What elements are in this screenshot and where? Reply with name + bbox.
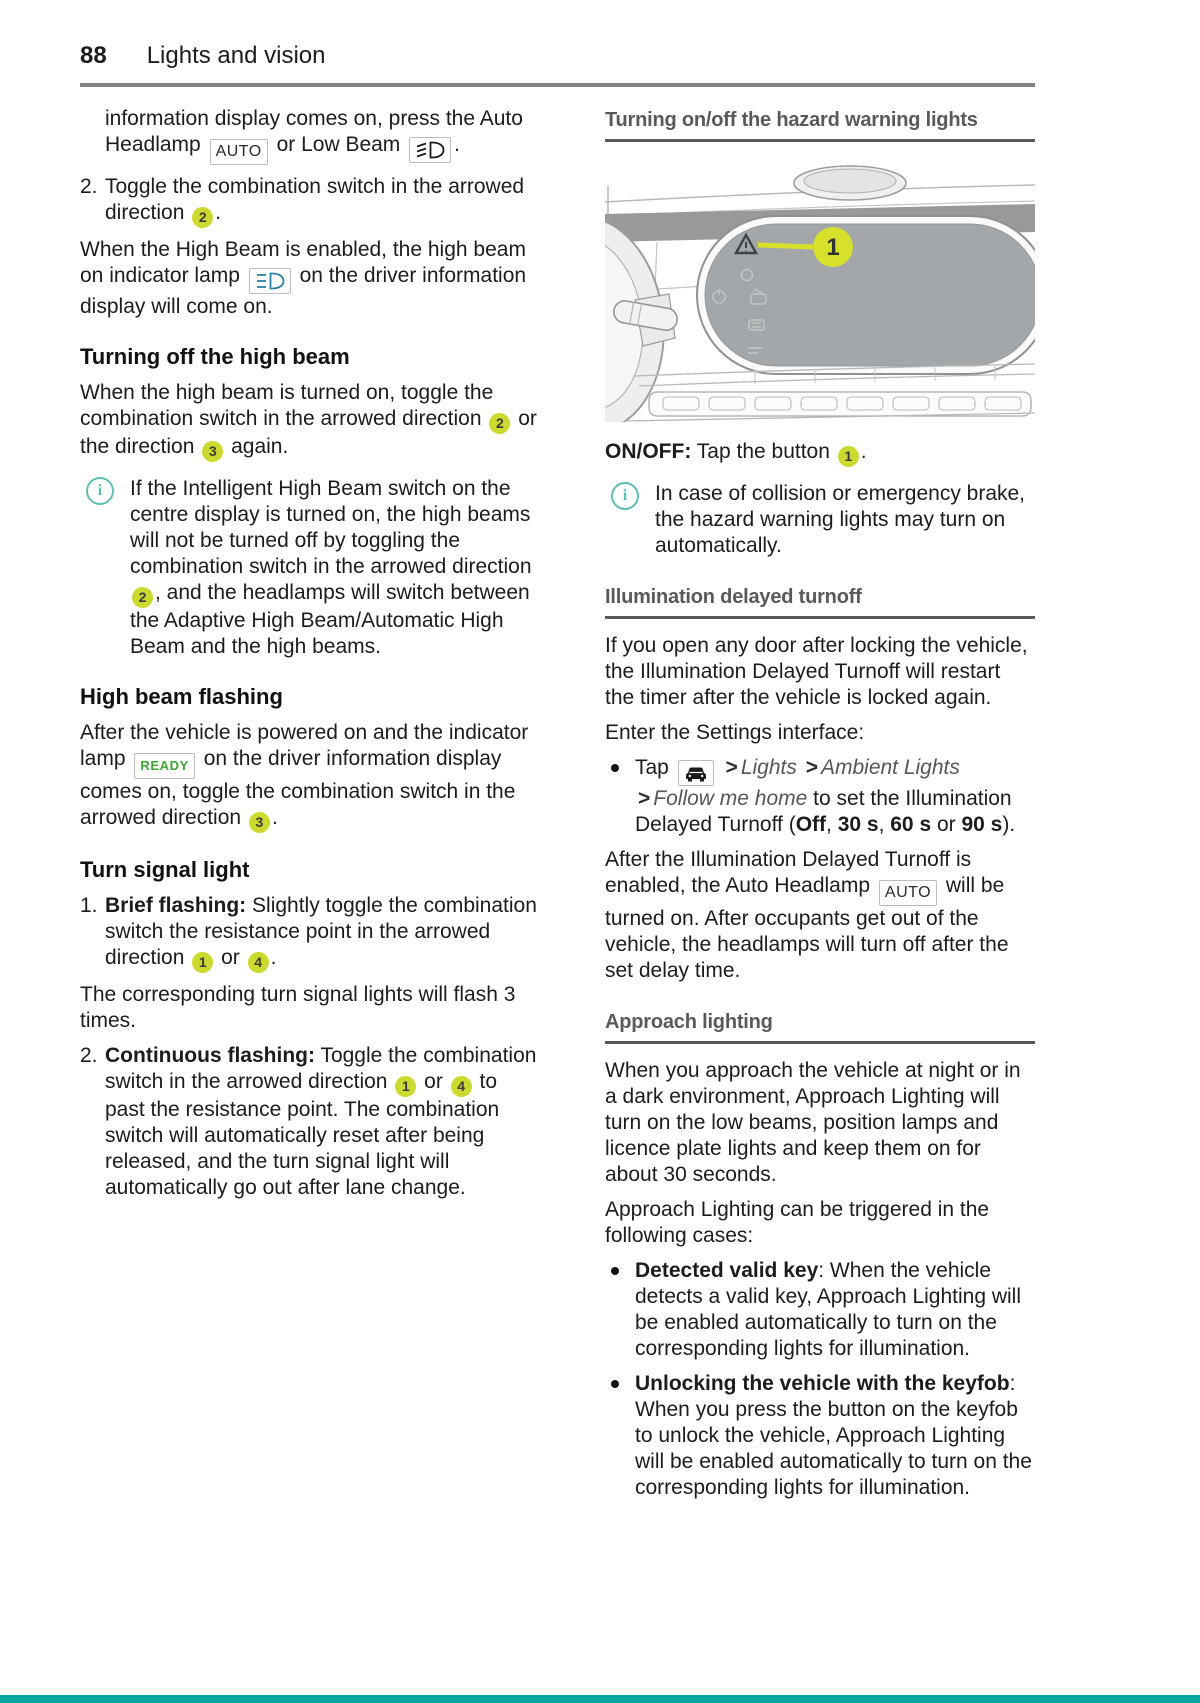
callout-badge-2: 2	[489, 413, 510, 434]
paragraph-turn-off-high-beam: When the high beam is turned on, toggle the combination switch in the arrowed direction 2 or the direction 3 again.	[80, 380, 538, 462]
right-column	[605, 106, 1035, 1510]
auto-headlamp-button-badge: AUTO	[210, 139, 268, 165]
car-settings-icon	[678, 760, 714, 786]
low-beam-icon	[409, 137, 451, 163]
heading-turning-off-high-beam: Turning off the high beam	[80, 344, 350, 369]
menu-chevron: >	[805, 756, 818, 779]
heading-illumination-delayed-turnoff: Illumination delayed turnoff	[605, 585, 1035, 619]
info-icon: i	[86, 477, 114, 505]
heading-turn-signal-light: Turn signal light	[80, 857, 250, 882]
paragraph-high-beam-on: When the High Beam is enabled, the high beam on indicator lamp on the driver information display will come on.	[80, 238, 527, 318]
bullet-dot	[611, 1267, 619, 1275]
callout-badge-3: 3	[249, 812, 270, 833]
bullet-settings-path: Tap > Lights > Ambient Lights > Follow me home to set the Illumination Delayed Turnoff (Off, 30 s, 60 s or 90 s).	[605, 755, 1035, 838]
paragraph-onoff: ON/OFF: Tap the button 1 .	[605, 439, 1035, 467]
paragraph-item1-continuation: information display comes on, press the Auto Headlamp AUTO or Low Beam .	[105, 106, 538, 165]
display-screen	[705, 224, 1035, 366]
high-beam-indicator-icon	[249, 268, 291, 294]
callout-badge-1: 1	[395, 1076, 416, 1097]
page-header	[80, 42, 1035, 87]
menu-chevron: >	[725, 756, 738, 779]
vent-strip	[649, 392, 1031, 416]
heading-hazard-warning-lights: Turning on/off the hazard warning lights	[605, 108, 1035, 142]
bullet-detected-valid-key: Detected valid key: When the vehicle detects a valid key, Approach Lighting will be enabled automatically to turn on the corresponding lights for illumination.	[605, 1258, 1035, 1362]
callout-badge-4: 4	[248, 952, 269, 973]
callout-badge-2: 2	[132, 587, 153, 608]
list-item-brief-flashing: 1. Brief flashing: Slightly toggle the combination switch the resistance point in the arrowed direction 1 or 4 .	[80, 893, 538, 973]
heading-high-beam-flashing: High beam flashing	[80, 684, 283, 709]
callout-badge-2: 2	[192, 207, 213, 228]
list-item-continuous-flashing: 2. Continuous flashing: Toggle the combination switch in the arrowed direction 1 or 4 to past the resistance point. The combination switch will automatically reset after being released, and the turn signal light will automatically go out after lane change.	[80, 1044, 537, 1199]
info-note-collision: i In case of collision or emergency brake, the hazard warning lights may turn on automatically.	[605, 481, 1035, 559]
info-icon: i	[611, 482, 639, 510]
callout-badge-1: 1	[838, 446, 859, 467]
footer-accent-bar	[0, 1695, 1200, 1703]
page-number: 88	[80, 42, 107, 69]
callout-badge-1: 1	[192, 952, 213, 973]
left-column	[80, 106, 538, 1210]
dashboard-illustration	[605, 160, 1035, 422]
callout-badge-3: 3	[202, 441, 223, 462]
paragraph-after-turnoff: After the Illumination Delayed Turnoff is enabled, the Auto Headlamp AUTO will be turned on. After occupants get out of the vehicle, the headlamps will turn off after the set delay time.	[605, 848, 1009, 982]
paragraph-corresponding-lights: The corresponding turn signal lights will flash 3 times.	[80, 983, 516, 1032]
paragraph-cases: Approach Lighting can be triggered in the following cases:	[605, 1198, 990, 1247]
paragraph-approach: When you approach the vehicle at night or in a dark environment, Approach Lighting will turn on the low beams, position lamps and licence plate lights and keep them on for about 30 seconds.	[605, 1059, 1021, 1186]
paragraph-enter-settings: Enter the Settings interface:	[605, 721, 865, 744]
paragraph-high-beam-flashing: After the vehicle is powered on and the indicator lamp READY on the driver information display comes on, toggle the combination switch in the arrowed direction 3 .	[80, 720, 538, 833]
list-item-2: 2. Toggle the combination switch in the arrowed direction 2 .	[80, 174, 538, 228]
callout-badge-4: 4	[451, 1076, 472, 1097]
menu-chevron: >	[638, 787, 651, 810]
bullet-dot	[611, 764, 619, 772]
ready-indicator-badge: READY	[134, 753, 195, 779]
info-note-intelligent-high-beam: i If the Intelligent High Beam switch on the centre display is turned on, the high beams will not be turned off by toggling the combination switch in the arrowed direction 2 , and the headlamps will switch between the Adaptive High Beam/Automatic High Beam and the high beams.	[80, 476, 538, 660]
paragraph-door-open: If you open any door after locking the vehicle, the Illumination Delayed Turnoff will restart the timer after the vehicle is locked again.	[605, 634, 1028, 709]
svg-text:1: 1	[826, 234, 840, 261]
callout-line	[758, 245, 813, 247]
bullet-dot	[611, 1380, 619, 1388]
page-title: Lights and vision	[146, 42, 326, 69]
heading-approach-lighting: Approach lighting	[605, 1010, 1035, 1044]
auto-headlamp-button-badge: AUTO	[879, 880, 937, 906]
bullet-unlocking-keyfob: Unlocking the vehicle with the keyfob: When you press the button on the keyfob to unlock the vehicle, Approach Lighting will be enabled automatically to turn on the corresponding lights for illumination.	[605, 1371, 1035, 1501]
